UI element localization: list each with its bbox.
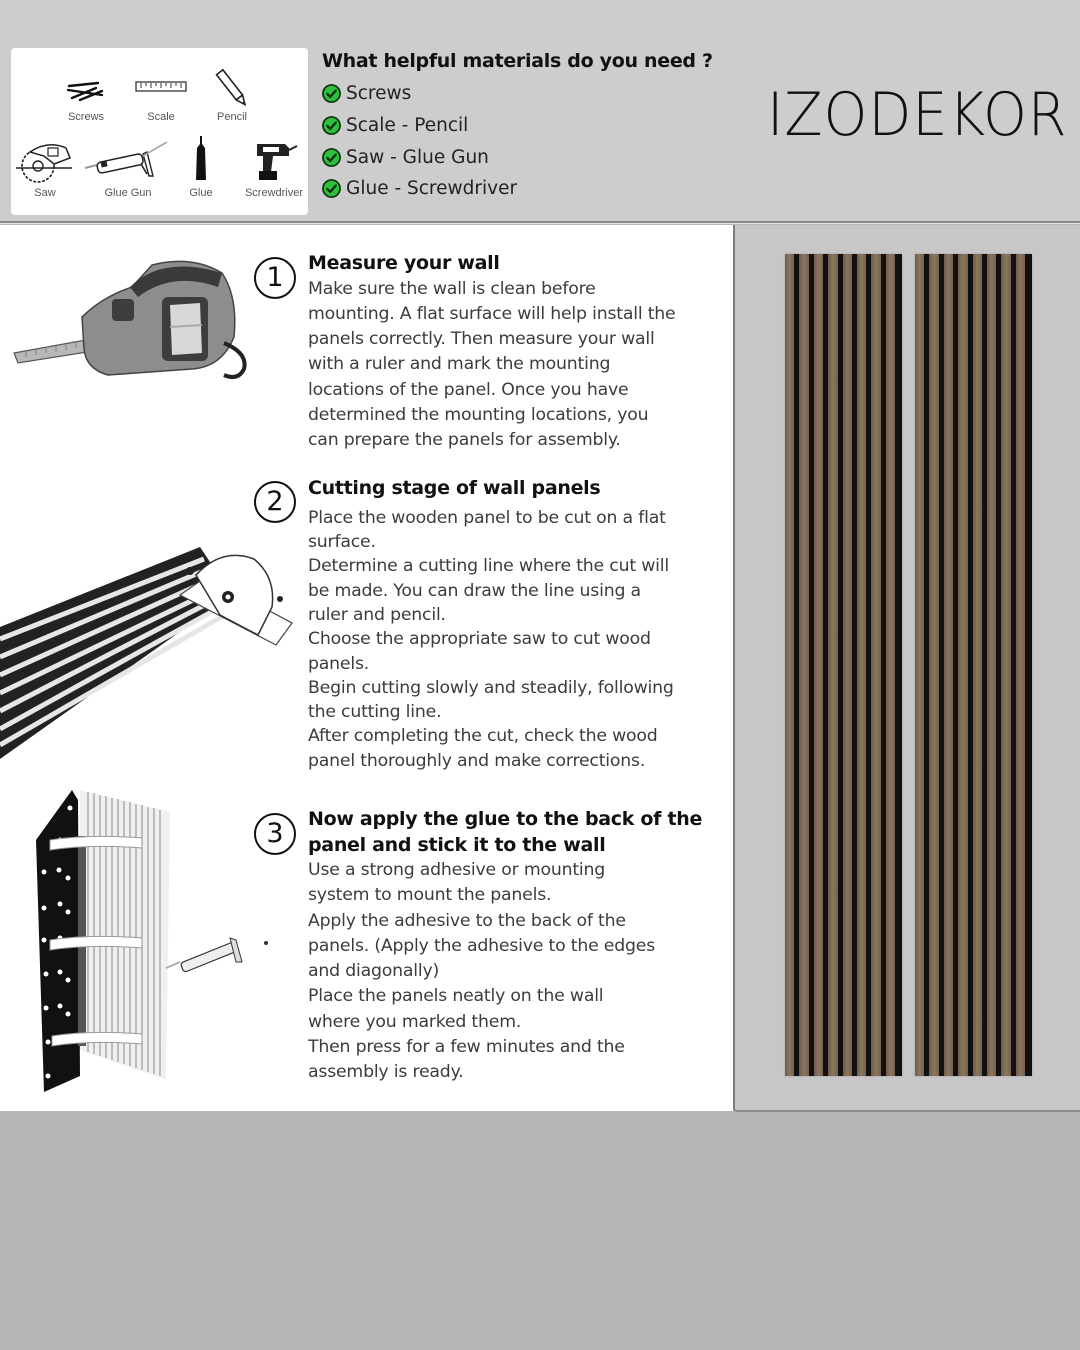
step-title [308, 807, 723, 858]
step-title: Cutting stage of wall panels [308, 477, 601, 499]
check-circle-icon [322, 84, 341, 103]
step-line: ruler and pencil. [308, 605, 446, 626]
step-line: Choose the appropriate saw to cut wood [308, 629, 651, 650]
acoustic-panel-right [915, 254, 1032, 1076]
product-preview [733, 225, 1080, 1112]
step-title-line: Now apply the glue to the back of the [308, 808, 703, 830]
step-number-1: 1 [254, 257, 296, 299]
material-item [322, 141, 713, 173]
step-line: Use a strong adhesive or mounting [308, 860, 606, 880]
step-line: where you marked them. [308, 1011, 522, 1032]
tool-screwdriver [244, 138, 304, 213]
material-item [322, 173, 713, 205]
step-3 [308, 807, 723, 1086]
step-line: can prepare the panels for assembly. [308, 430, 621, 451]
screws-icon [66, 78, 106, 104]
check-circle-icon [322, 116, 341, 135]
glue-bottle-icon [189, 134, 213, 182]
brand-logo: IZODEKOR [767, 80, 1068, 150]
tool-label: Screws [67, 111, 105, 123]
step-line: panels correctly. Then measure your wall [308, 329, 655, 350]
step-line: Apply the adhesive to the back of the [308, 910, 626, 931]
step-line: Make sure the wall is clean before [308, 278, 596, 299]
material-label: Glue - Screwdriver [346, 178, 518, 200]
circular-saw-icon [14, 138, 76, 186]
step-line: Then press for a few minutes and the [308, 1037, 625, 1058]
step-number-3: 3 [254, 813, 296, 855]
panel-back-with-glue-gun-icon [30, 790, 280, 1100]
material-label: Saw - Glue Gun [346, 146, 489, 168]
tool-saw [14, 138, 76, 213]
step-2 [308, 476, 723, 775]
tool-label: Saw [34, 187, 56, 199]
instructions-area [0, 225, 733, 1111]
step-title-line: panel and stick it to the wall [308, 833, 606, 856]
step-line: and diagonally) [308, 961, 440, 982]
tool-label: Glue Gun [104, 187, 152, 199]
panel-with-circular-saw-icon [0, 535, 300, 765]
step-line: assembly is ready. [308, 1062, 464, 1083]
tool-scale [135, 78, 187, 128]
material-item [322, 110, 713, 142]
step-line: be made. You can draw the line using a [308, 581, 641, 602]
tool-glue [189, 134, 213, 213]
tools-card [11, 48, 308, 215]
tool-label: Glue [189, 187, 213, 199]
step-body [308, 858, 723, 1086]
tool-label: Scale [147, 111, 175, 123]
step-line: After completing the cut, check the wood [308, 725, 658, 746]
step-line: the cutting line. [308, 701, 442, 722]
tool-label: Screwdriver [244, 187, 304, 199]
step-1 [308, 251, 723, 454]
tool-glue-gun [83, 136, 173, 213]
header [0, 0, 1080, 223]
step-body [308, 506, 723, 775]
material-label: Screws [346, 83, 412, 105]
step-line: locations of the panel. Once you have [308, 379, 629, 400]
step-line: Place the panels neatly on the wall [308, 986, 604, 1007]
check-circle-icon [322, 179, 341, 198]
step-line: panels. (Apply the adhesive to the edges [308, 935, 656, 956]
step-line: determined the mounting locations, you [308, 404, 649, 425]
step-line: system to mount the panels. [308, 885, 552, 906]
pencil-icon [211, 66, 253, 110]
step-line: mounting. A flat surface will help install the [308, 303, 676, 324]
step-body [308, 277, 723, 454]
materials-checklist [322, 50, 713, 205]
step-line: Place the wooden panel to be cut on a flat [308, 507, 666, 528]
step-line: panel thoroughly and make corrections. [308, 751, 646, 772]
step-line: surface. [308, 531, 376, 552]
step-number-2: 2 [254, 481, 296, 523]
step-line: Determine a cutting line where the cut will [308, 555, 669, 576]
material-label: Scale - Pencil [346, 115, 469, 137]
materials-title: What helpful materials do you need ? [322, 50, 713, 72]
tool-screws [66, 78, 106, 128]
step-line: Begin cutting slowly and steadily, following [308, 677, 674, 698]
check-circle-icon [322, 148, 341, 167]
glue-gun-icon [83, 136, 173, 182]
tool-label: Pencil [217, 111, 247, 123]
tool-pencil [211, 66, 253, 128]
step-line: with a ruler and mark the mounting [308, 354, 611, 375]
drill-icon [249, 138, 299, 182]
ruler-icon [135, 78, 187, 94]
step-title: Measure your wall [308, 252, 500, 274]
acoustic-panel-left [785, 254, 902, 1076]
tape-measure-icon [12, 257, 252, 387]
step-line: panels. [308, 653, 370, 674]
material-item [322, 78, 713, 110]
